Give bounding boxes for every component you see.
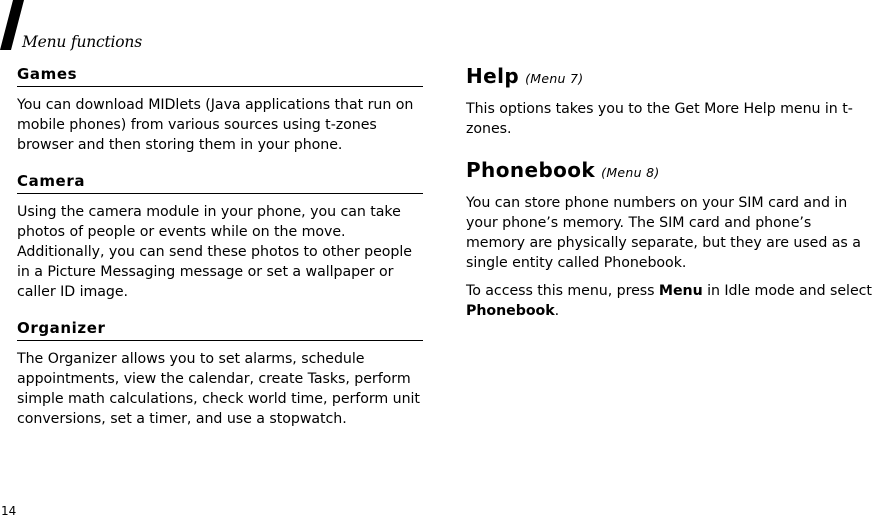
section-body: The Organizer allows you to set alarms, schedule appointments, view the calendar, create Tasks, perform simple math calculations, check world time, perform unit conversions, set a timer, and use a stopwatch. xyxy=(17,351,420,427)
menu-heading-title: Phonebook xyxy=(466,158,596,182)
right-column xyxy=(466,64,872,321)
section-organizer xyxy=(17,318,423,429)
section-games xyxy=(17,64,423,155)
section-divider xyxy=(17,193,423,194)
section-body: Using the camera module in your phone, you can take photos of people or events while on the move. Additionally, you can send these photos to other people in a Picture Messaging message or set a wallpaper or caller ID image. xyxy=(17,204,412,300)
section-heading: Camera xyxy=(17,172,86,190)
section-heading: Organizer xyxy=(17,319,106,337)
access-text: . xyxy=(554,303,560,319)
section-help xyxy=(466,64,872,139)
menu-key-label: Menu xyxy=(658,283,703,299)
section-body: This options takes you to the Get More Help menu in t-zones. xyxy=(466,101,853,137)
section-divider xyxy=(17,340,423,341)
header-title: Menu functions xyxy=(22,33,142,51)
header-bar-graphic xyxy=(0,0,24,50)
section-body: You can download MIDlets (Java applications that run on mobile phones) from various sources using t-zones browser and then storing them in your phone. xyxy=(17,97,414,153)
access-text: in Idle mode and select xyxy=(702,283,872,299)
phonebook-label: Phonebook xyxy=(466,303,555,319)
menu-number: (Menu 7) xyxy=(525,71,584,86)
section-phonebook xyxy=(466,158,872,321)
access-text: To access this menu, press xyxy=(466,283,659,299)
menu-heading xyxy=(466,64,872,91)
left-column xyxy=(17,64,423,429)
menu-number: (Menu 8) xyxy=(601,165,660,180)
section-divider xyxy=(17,86,423,87)
section-camera xyxy=(17,171,423,302)
section-heading: Games xyxy=(17,65,78,83)
section-body: You can store phone numbers on your SIM card and in your phone’s memory. The SIM card and phone’s memory are physically separate, but they are used as a single entity called Phonebook. xyxy=(466,195,861,271)
page-number: 14 xyxy=(1,504,17,518)
menu-heading-title: Help xyxy=(466,64,520,88)
menu-heading xyxy=(466,158,872,185)
access-instructions xyxy=(466,281,872,321)
